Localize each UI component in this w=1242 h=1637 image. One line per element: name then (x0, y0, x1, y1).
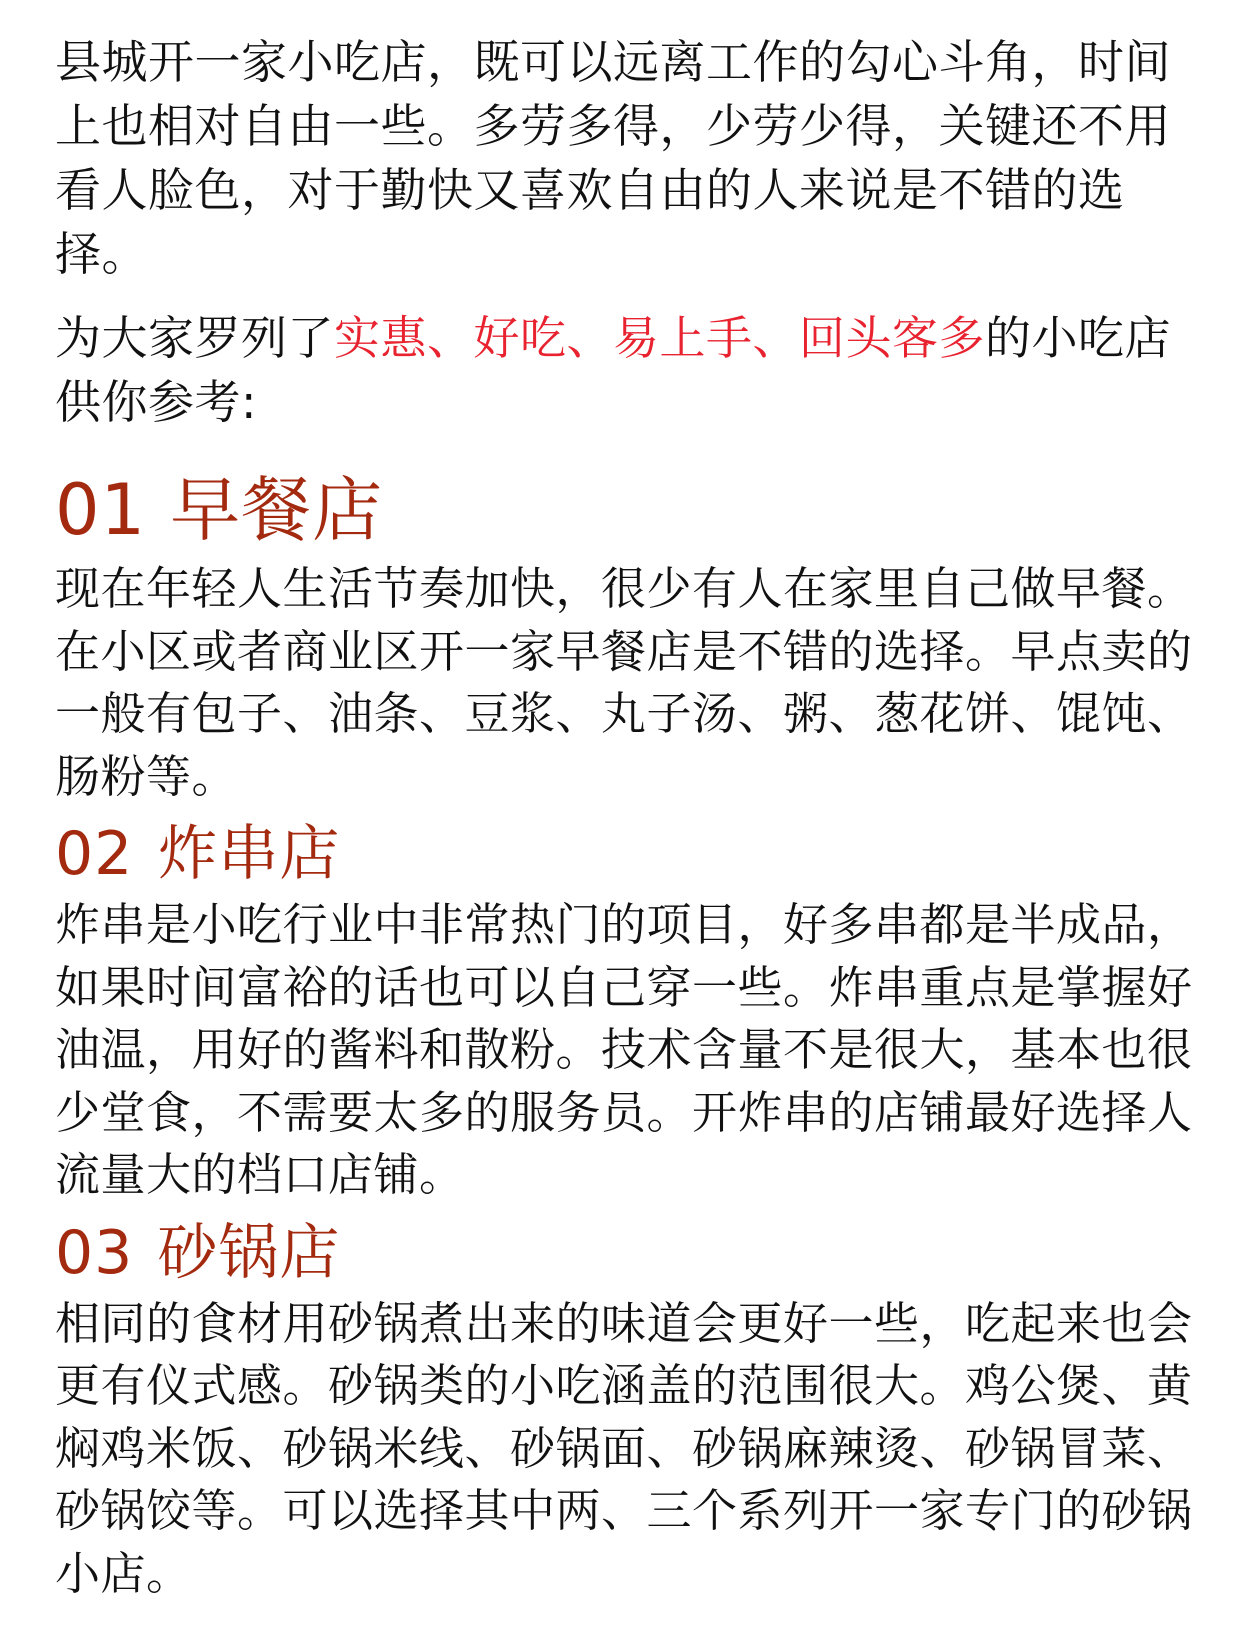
section-number: 01 (55, 469, 147, 551)
section-title: 砂锅店 (157, 1217, 341, 1288)
section-body: 相同的食材用砂锅煮出来的味道会更好一些，吃起来也会更有仪式感。砂锅类的小吃涵盖的范围很大。鸡公煲、黄焖鸡米饭、砂锅米线、砂锅面、砂锅麻辣烫、砂锅冒菜、砂锅饺等。可以选择其中两、三个系列开一家专门的砂锅小店。 (55, 1296, 1193, 1600)
intro-list-lead: 为大家罗列了 (55, 311, 334, 365)
section-body: 炸串是小吃行业中非常热门的项目，好多串都是半成品，如果时间富裕的话也可以自己穿一些。炸串重点是掌握好油温，用好的酱料和散粉。技术含量不是很大，基本也很少堂食，不需要太多的服务员。开炸串的店铺最好选择人流量大的档口店铺。 (55, 898, 1193, 1201)
article (55, 30, 1205, 1605)
section-number: 02 (55, 819, 134, 889)
section-breakfast (55, 468, 1205, 808)
section-heading (55, 1217, 1205, 1289)
section-heading (55, 468, 1205, 552)
section-title: 早餐店 (170, 469, 384, 551)
section-clay-pot (55, 1217, 1205, 1606)
intro-list-paragraph (55, 306, 1205, 434)
intro-paragraph: 县城开一家小吃店，既可以远离工作的勾心斗角，时间上也相对自由一些。多劳多得，少劳少得，关键还不用看人脸色，对于勤快又喜欢自由的人来说是不错的选择。 (55, 35, 1171, 281)
intro-highlight: 实惠、好吃、易上手、回头客多 (334, 311, 985, 365)
section-title: 炸串店 (157, 819, 341, 889)
section-number: 03 (55, 1217, 134, 1288)
section-body: 现在年轻人生活节奏加快，很少有人在家里自己做早餐。在小区或者商业区开一家早餐店是不错的选择。早点卖的一般有包子、油条、豆浆、丸子汤、粥、葱花饼、馄饨、肠粉等。 (55, 562, 1193, 803)
intro-list-tail: 的小吃店供你参考: (55, 311, 1171, 429)
section-heading (55, 818, 1205, 890)
section-fried-skewers (55, 818, 1205, 1207)
